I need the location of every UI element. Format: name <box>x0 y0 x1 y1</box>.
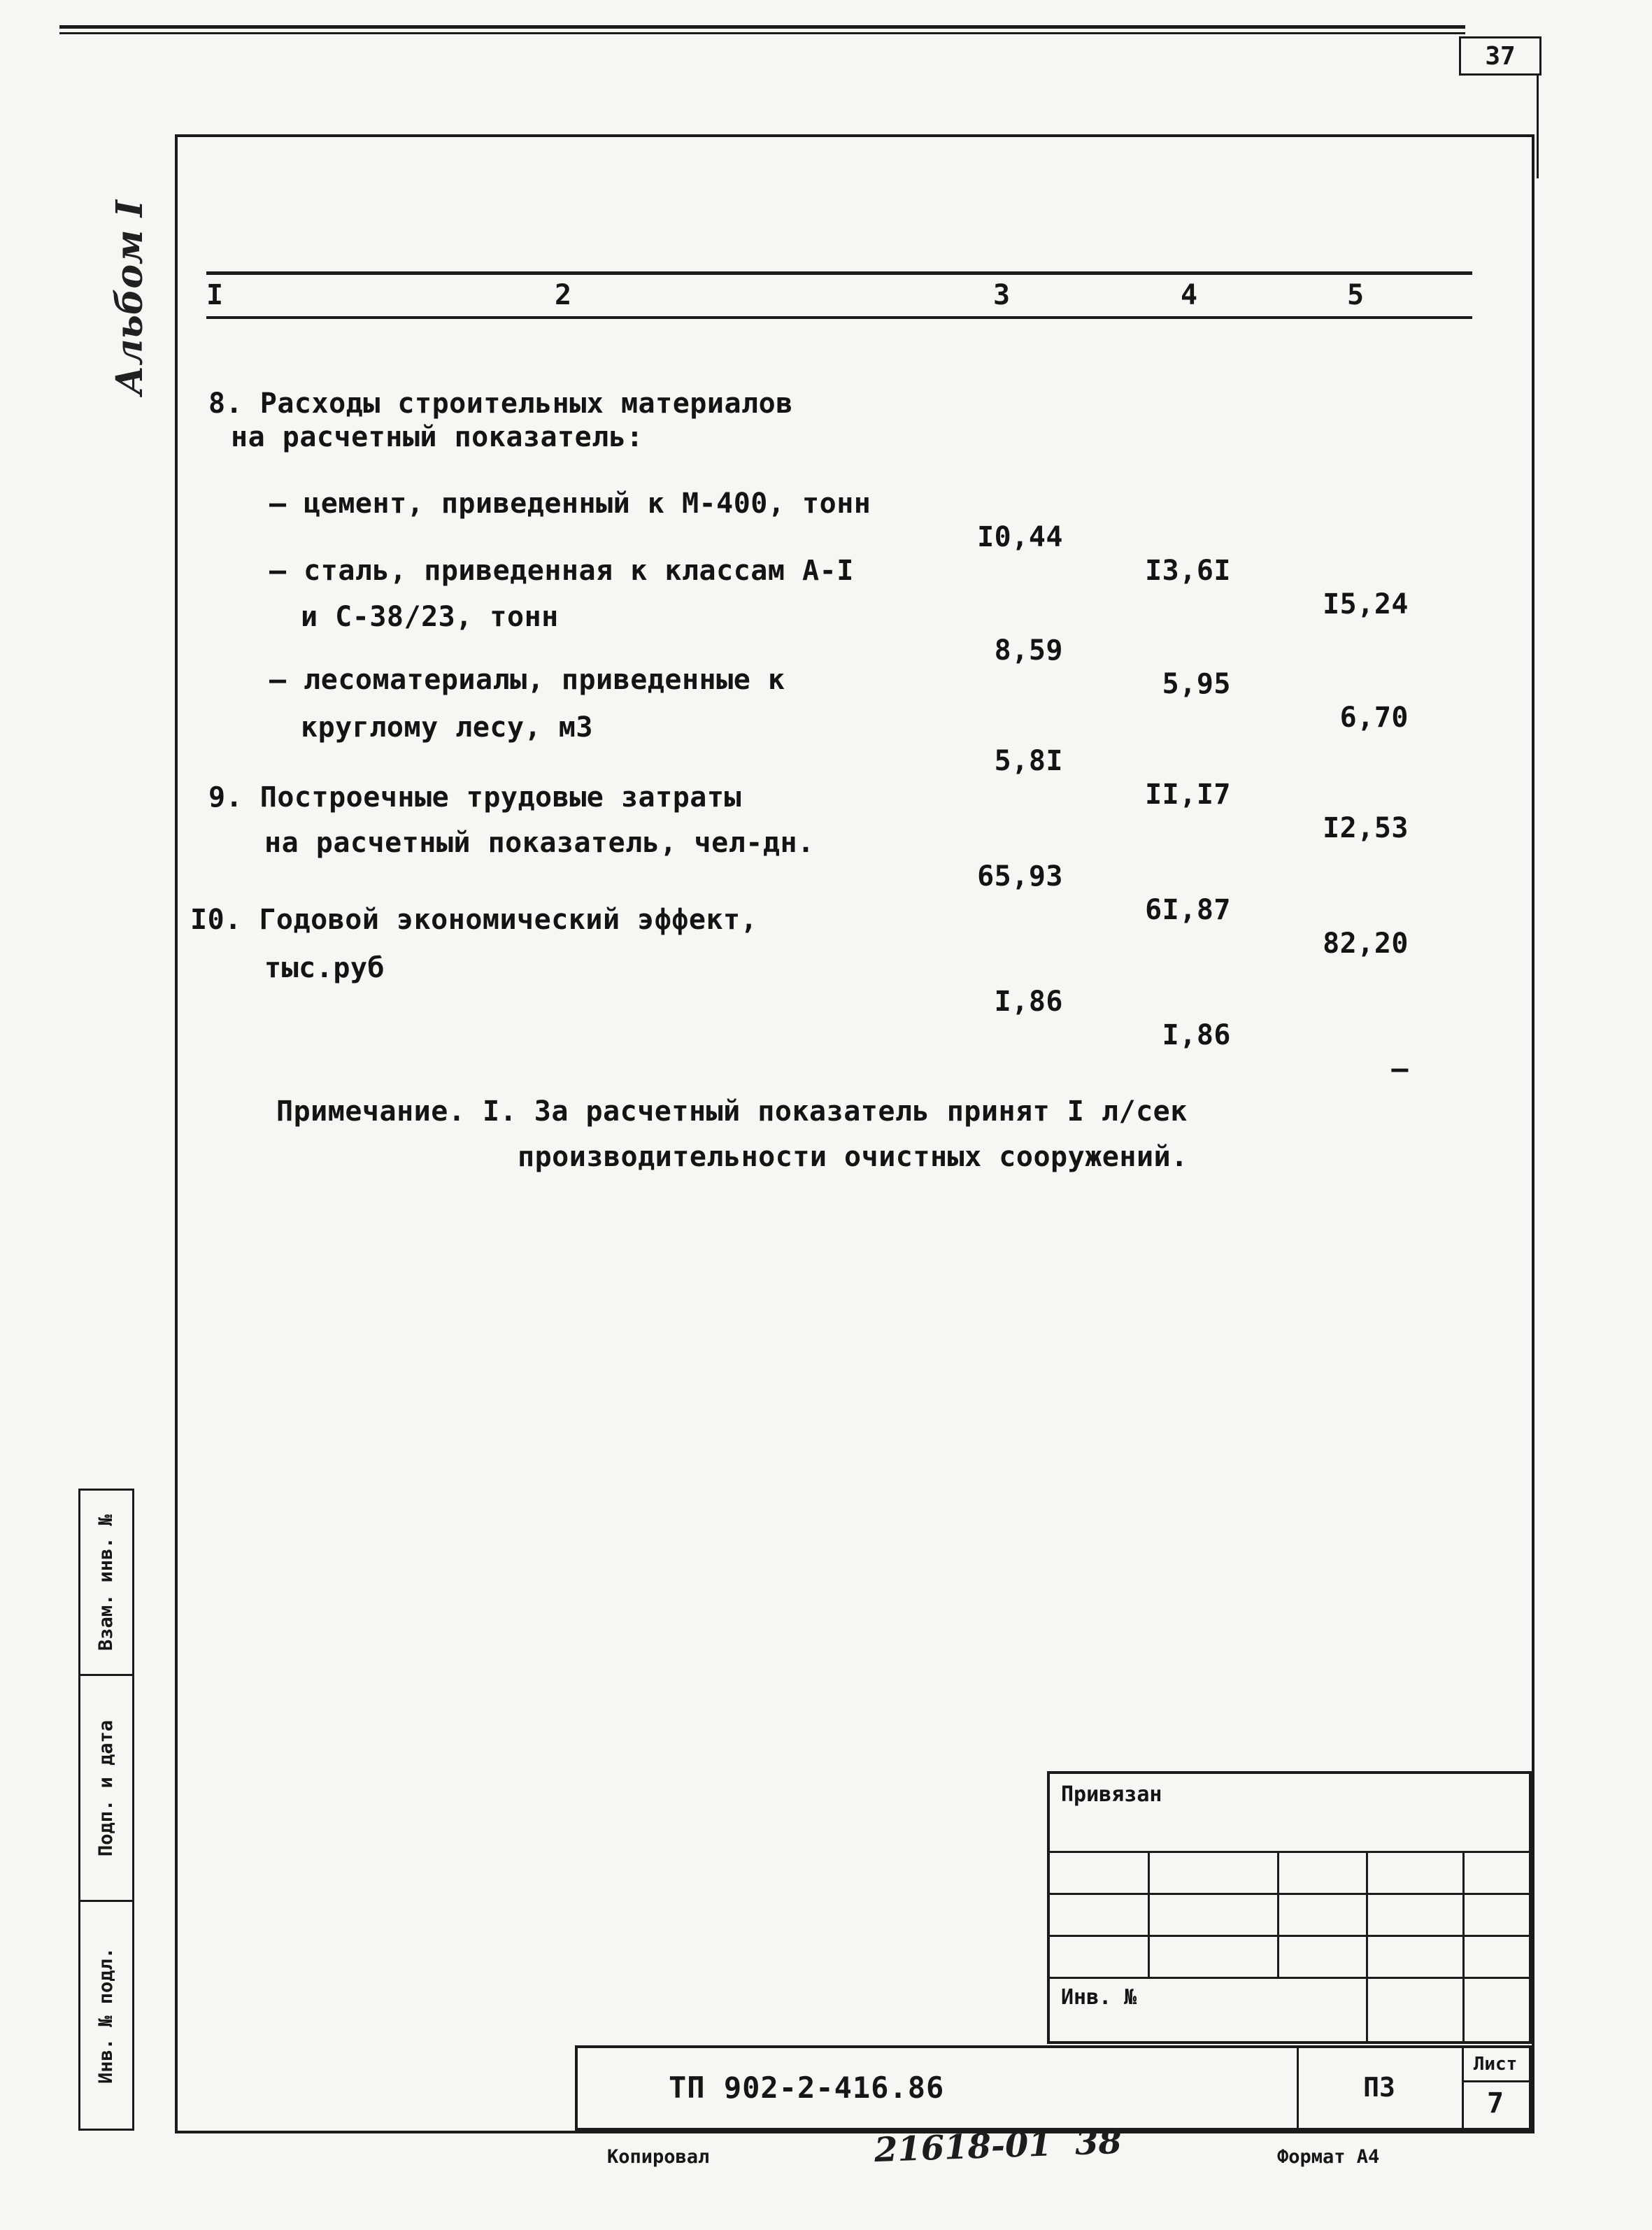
stamp-divider <box>1366 1851 1368 1979</box>
stamp-rule <box>1050 1935 1529 1937</box>
row-label: тыс.руб <box>264 952 385 984</box>
row-value-col3: 8,59 <box>994 634 1063 667</box>
row-label: I0. Годовой экономический эффект, <box>190 904 758 936</box>
album-label-text: Альбом I <box>108 199 151 395</box>
binding-label: Привязан <box>1061 1782 1162 1807</box>
top-border-rule-upper <box>59 25 1465 29</box>
row-value-col5: 6,70 <box>1339 702 1409 734</box>
table-row <box>0 353 1652 420</box>
row-label: круглому лесу, м3 <box>301 711 593 744</box>
right-edge-rule <box>1537 73 1539 178</box>
column-header-2: 2 <box>555 279 572 311</box>
page-number: 37 <box>1485 41 1516 71</box>
sidebar-label: Взам. инв. № <box>95 1514 118 1651</box>
top-border-rule-lower <box>59 32 1465 34</box>
column-header-3: 3 <box>993 279 1011 311</box>
row-label: на расчетный показатель, чел-дн. <box>264 827 815 859</box>
row-label: на расчетный показатель: <box>231 421 643 453</box>
stamp-divider <box>1366 1977 1368 2041</box>
stamp-rule <box>1050 1851 1529 1853</box>
section-code: ПЗ <box>1363 2072 1395 2103</box>
sidebar-label: Подп. и дата <box>95 1719 118 1856</box>
row-value-col4: I3,6I <box>1145 555 1231 587</box>
stamp-divider <box>1277 1851 1279 1979</box>
sidebar-cell-inv-podl <box>78 1900 134 2131</box>
stamp-divider <box>1462 1851 1465 1979</box>
page-number-box <box>1459 36 1541 76</box>
row-value-col4: II,I7 <box>1145 779 1231 811</box>
row-value-col3: I0,44 <box>977 521 1063 553</box>
inventory-number-label: Инв. № <box>1061 1985 1137 2010</box>
row-value-col5: I2,53 <box>1323 812 1409 844</box>
row-label: – лесоматериалы, приведенные к <box>269 664 785 696</box>
column-header-5: 5 <box>1347 279 1365 311</box>
row-value-col4: 5,95 <box>1162 668 1231 700</box>
row-value-col3: 5,8I <box>994 745 1063 777</box>
binding-stamp-block <box>1047 1771 1532 2044</box>
stamp-divider <box>1462 1977 1465 2041</box>
table-row <box>0 918 1652 1085</box>
stamp-rule <box>1050 1977 1529 1979</box>
row-label: 9. Построечные трудовые затраты <box>208 781 742 814</box>
row-value-col5: – <box>1391 1053 1409 1085</box>
sheet-label: Лист <box>1473 2054 1518 2075</box>
table-header-rule-top <box>206 271 1472 275</box>
sidebar-label: Инв. № подл. <box>95 1947 118 2084</box>
row-value-col4: I,86 <box>1162 1019 1231 1051</box>
note-line-1: Примечание. I. За расчетный показатель принят I л/сек <box>276 1095 1188 1128</box>
column-header-4: 4 <box>1181 279 1198 311</box>
row-label: – сталь, приведенная к классам А-I <box>269 555 854 587</box>
row-value-col5: I5,24 <box>1323 588 1409 620</box>
row-label: – цемент, приведенный к М-400, тонн <box>269 488 871 520</box>
row-label: и С-38/23, тонн <box>301 601 559 633</box>
table-row <box>0 387 1652 453</box>
handwritten-order-number: 21618-01 38 <box>874 2122 1123 2171</box>
row-value-col3: I,86 <box>994 986 1063 1018</box>
copied-by-label: Копировал <box>607 2146 710 2168</box>
sidebar-cell-podp-data <box>78 1674 134 1902</box>
column-header-1: I <box>206 279 224 311</box>
stamp-rule <box>1050 1893 1529 1895</box>
row-value-col4: 6I,87 <box>1145 894 1231 926</box>
sheet-cell-rule <box>1462 2080 1529 2082</box>
row-value-col5: 82,20 <box>1323 928 1409 960</box>
row-value-col3: 65,93 <box>977 860 1063 893</box>
sidebar-cell-vzam-inv <box>78 1489 134 1676</box>
document-code: ТП 902-2-416.86 <box>669 2071 945 2105</box>
sheet-value: 7 <box>1486 2087 1504 2119</box>
stamp-divider <box>1148 1851 1150 1979</box>
title-block <box>575 2045 1532 2131</box>
table-header-rule-bottom <box>206 316 1472 319</box>
row-label: 8. Расходы строительных материалов <box>208 388 793 420</box>
note-line-2: производительности очистных сооружений. <box>518 1141 1188 1173</box>
paper-format-label: Формат А4 <box>1277 2146 1380 2168</box>
